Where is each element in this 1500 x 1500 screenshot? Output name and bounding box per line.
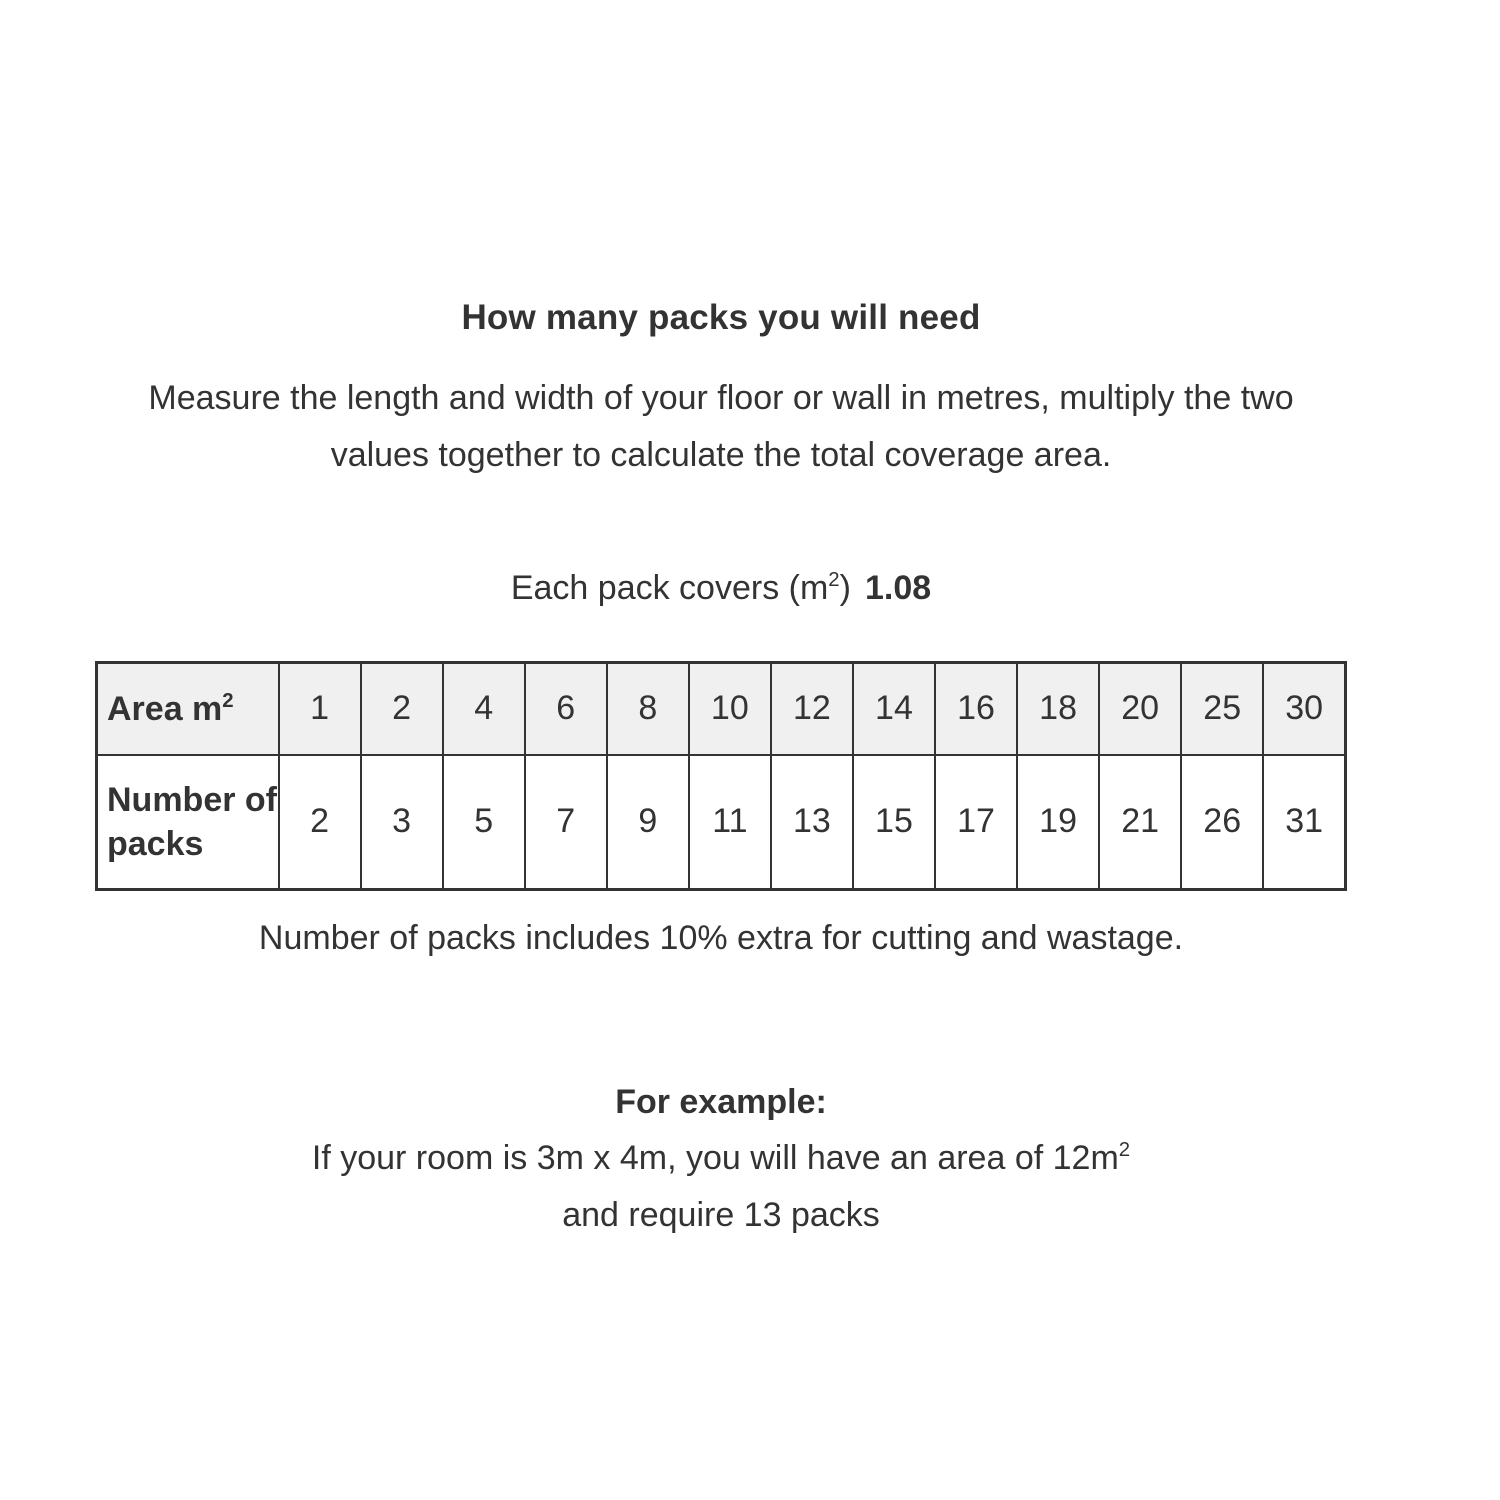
packs-value-cell: 3 (361, 755, 443, 890)
example-line-1 (95, 1130, 1347, 1187)
packs-value-cell: 7 (525, 755, 607, 890)
area-value-cell: 12 (771, 663, 853, 755)
wastage-note: Number of packs includes 10% extra for cutting and wastage. (258, 919, 1184, 957)
coverage-label-prefix: Each pack covers (m (510, 569, 829, 607)
area-value-cell: 2 (361, 663, 443, 755)
example-line1-superscript: 2 (1118, 1139, 1131, 1162)
area-value-cell: 14 (853, 663, 935, 755)
packs-value-cell: 19 (1017, 755, 1099, 890)
area-value-cell: 25 (1181, 663, 1263, 755)
packs-value-cell: 31 (1263, 755, 1345, 890)
area-value-cell: 16 (935, 663, 1017, 755)
coverage-value: 1.08 (864, 569, 932, 607)
packs-value-cell: 9 (607, 755, 689, 890)
area-value-cell: 1 (279, 663, 361, 755)
packs-value-cell: 13 (771, 755, 853, 890)
page-title: How many packs you will need (461, 298, 981, 337)
intro-paragraph: Measure the length and width of your floor or wall in metres, multiply the two values together to calculate the total coverage area. (148, 379, 1294, 474)
area-header-row (97, 663, 1346, 755)
pack-coverage-line (95, 559, 1347, 617)
example-heading: For example: (615, 1083, 827, 1121)
area-label-text: Area m (107, 689, 223, 728)
area-row-label (97, 663, 279, 755)
area-value-cell: 8 (607, 663, 689, 755)
packs-row (97, 755, 1346, 890)
area-value-cell: 4 (443, 663, 525, 755)
area-value-cell: 18 (1017, 663, 1099, 755)
packs-value-cell: 5 (443, 755, 525, 890)
packs-value-cell: 11 (689, 755, 771, 890)
packs-table (95, 661, 1347, 891)
area-value-cell: 6 (525, 663, 607, 755)
area-value-cell: 20 (1099, 663, 1181, 755)
example-line1-text: If your room is 3m x 4m, you will have an area of 12m (311, 1139, 1119, 1177)
example-line-2: and require 13 packs (562, 1196, 880, 1234)
area-value-cell: 30 (1263, 663, 1345, 755)
packs-value-cell: 21 (1099, 755, 1181, 890)
area-value-cell: 10 (689, 663, 771, 755)
packs-row-label: Number of packs (97, 755, 279, 890)
document-content (95, 0, 1347, 1244)
packs-value-cell: 2 (279, 755, 361, 890)
packs-value-cell: 26 (1181, 755, 1263, 890)
packs-value-cell: 15 (853, 755, 935, 890)
area-label-superscript: 2 (222, 690, 234, 713)
coverage-superscript: 2 (828, 569, 840, 592)
coverage-label-suffix: ) (839, 569, 851, 607)
packs-value-cell: 17 (935, 755, 1017, 890)
